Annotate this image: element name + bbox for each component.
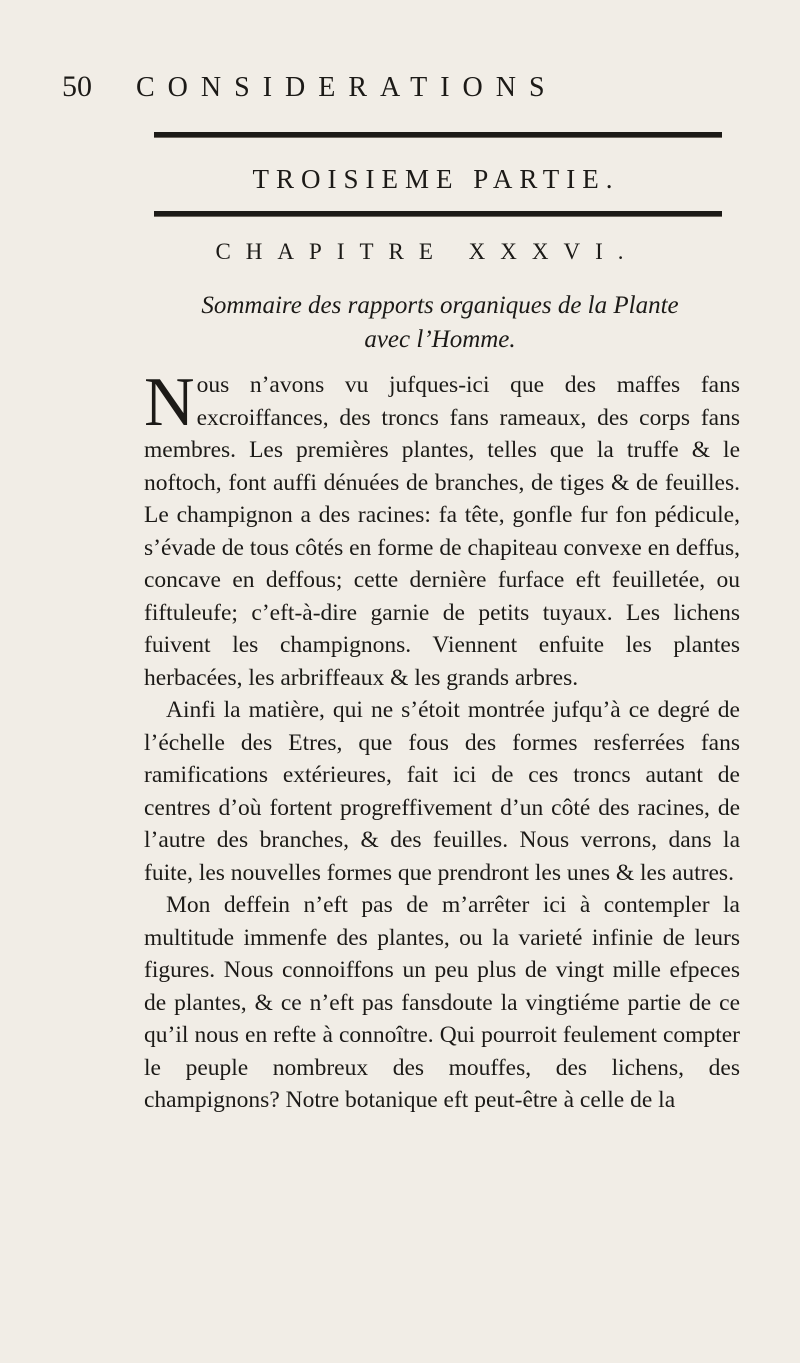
running-title: CONSIDERATIONS (136, 72, 558, 103)
paragraph-2: Ainfi la matière, qui ne s’étoit montrée jufqu’à ce degré de l’échelle des Etres, que fous des formes resferrées fans ramifications extérieures, fait ici de ces troncs autant de centres d’où fortent progreffivement d’un côté des racines, de l’autre des branches, & des feuilles. Nous verrons, dans la fuite, les nouvelles formes que prendront les unes & les autres. (144, 697, 740, 886)
page-number: 50 (62, 70, 92, 103)
summary-line-2: avec l’Homme. (364, 326, 516, 353)
paragraph-1-text: ous n’avons vu jufques-ici que des maffes fans excroiffances, des troncs fans rameaux, des corps fans membres. Les premières plantes, telles que la truffe & le noftoch, font auffi dénuées de branches, de tiges & de feuilles. Le champignon a des racines: fa tête, gonfle fur fon pédicule, s’évade de tous côtés en forme de chapiteau convexe en deffus, concave en deffous; cette dernière furface eft feuilletée, ou fiftuleufe; c’eft-à-dire garnie de petits tuyaux. Les lichens fuivent les champignons. Viennent enfuite les plantes herbacées, les arbriffeaux & les grands arbres. (144, 372, 740, 691)
body-text (62, 364, 740, 1117)
part-title: TROISIEME PARTIE. (252, 164, 620, 194)
running-head (62, 70, 740, 110)
chapter-title: CHAPITRE XXXVI. (215, 239, 639, 264)
drop-cap: N (144, 364, 195, 441)
chapter-summary (62, 289, 740, 357)
top-ornamental-rule (154, 132, 722, 138)
middle-ornamental-rule (154, 211, 722, 217)
paragraph-1 (144, 364, 740, 694)
summary-line-1: Sommaire des rapports organiques de la Plante (201, 292, 679, 319)
paragraph-3: Mon deffein n’eft pas de m’arrêter ici à contempler la multitude immenfe des plantes, ou la varieté infinie de leurs figures. Nous connoiffons un peu plus de vingt mille efpeces de plantes, & ce n’eft pas fansdoute la vingtiéme partie de ce qu’il nous en refte à connoître. Qui pourroit feulement compter le peuple nombreux des mouffes, des lichens, des champignons? Notre botanique eft peut-être à celle de la (144, 892, 740, 1113)
